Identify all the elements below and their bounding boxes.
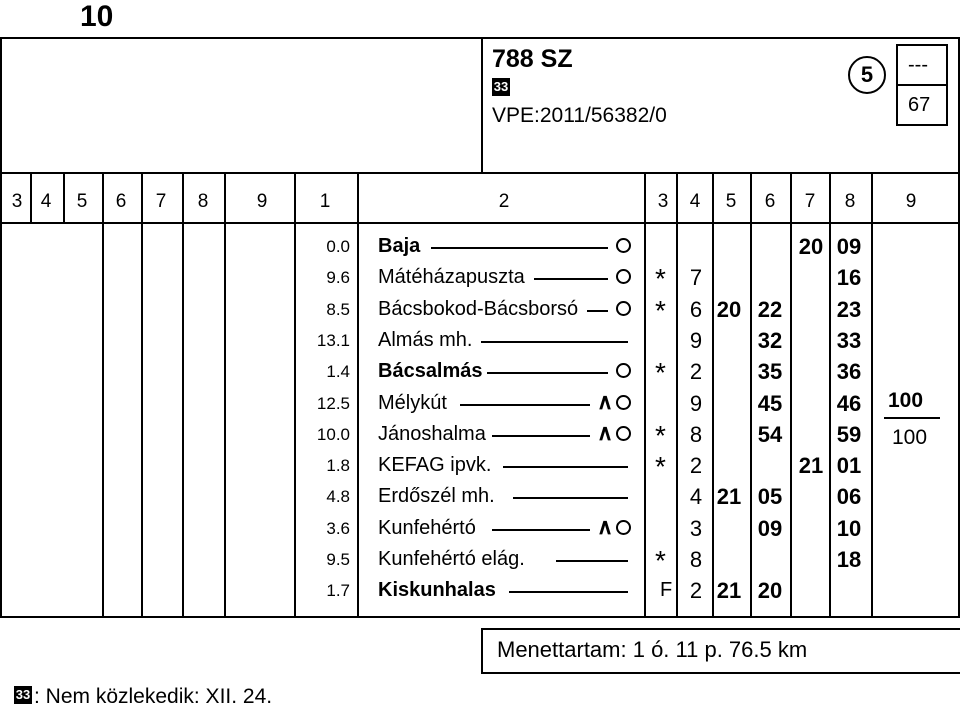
stop-circle-icon	[616, 238, 631, 253]
col-header-8a: 8	[197, 191, 209, 212]
col-header-9b: 9	[905, 191, 917, 212]
minutes-bold-cell: 06	[836, 484, 862, 510]
minutes-bold-cell: 16	[836, 265, 862, 291]
station-name: Bácsbokod-Bácsborsó	[378, 297, 579, 320]
asterisk-mark: *	[655, 357, 666, 389]
col-line	[63, 174, 65, 224]
minutes-bold-cell: 45	[757, 390, 783, 416]
info-box-top: ---	[908, 54, 928, 76]
leader-line	[460, 404, 590, 406]
minutes-bold-cell: 59	[836, 421, 862, 447]
timetable-row	[0, 387, 960, 418]
station-name: Erdőszél mh.	[378, 485, 495, 508]
stop-circle-icon	[616, 426, 631, 441]
station-name: Baja	[378, 235, 421, 257]
col-header-3a: 3	[11, 191, 23, 212]
asterisk-mark: *	[655, 451, 666, 483]
row-km: 13.1	[316, 330, 350, 350]
row-km: 9.6	[326, 268, 350, 288]
asterisk-mark: *	[655, 419, 666, 451]
minutes-bold-cell: 54	[757, 421, 783, 447]
note-mark-badge: 33	[493, 79, 509, 94]
leader-line	[534, 278, 608, 280]
hour-cell: 20	[716, 296, 742, 322]
timetable-row	[0, 449, 960, 483]
minutes-cell: 9	[689, 327, 703, 353]
row-km: 1.4	[326, 362, 350, 382]
row-km: 9.5	[326, 550, 350, 569]
col-header-9a: 9	[256, 191, 268, 212]
col-header-6b: 6	[764, 191, 776, 212]
leader-line	[513, 497, 628, 499]
minutes-bold-cell: 36	[836, 359, 862, 385]
train-number	[492, 47, 573, 72]
stop-circle-icon	[616, 301, 631, 316]
asterisk-mark: *	[655, 263, 666, 295]
minutes-cell: 7	[689, 265, 703, 291]
minutes-bold-cell: 23	[836, 296, 862, 322]
station-name: Almás mh.	[378, 328, 473, 351]
col-header-4b: 4	[689, 191, 701, 212]
asterisk-mark: *	[655, 545, 666, 576]
timetable-row	[0, 418, 960, 449]
row-km: 10.0	[316, 424, 350, 444]
row-km: 3.6	[326, 518, 350, 538]
minutes-bold-cell: 09	[757, 515, 783, 541]
minutes-bold-cell: 05	[757, 484, 783, 510]
speed-divider	[884, 417, 940, 419]
station-name: Kiskunhalas	[378, 579, 496, 602]
timetable-row	[0, 355, 960, 389]
row-km: 12.5	[316, 393, 350, 413]
row-km: 0.0	[326, 237, 350, 256]
vpe-number: VPE:2011/56382/0	[492, 104, 667, 127]
asterisk-mark: *	[655, 294, 666, 326]
stop-circle-icon	[616, 395, 631, 410]
minutes-cell: 2	[689, 453, 703, 479]
header-bottom-line	[0, 172, 960, 174]
minutes-cell: 2	[689, 578, 703, 604]
minutes-cell: 3	[689, 515, 703, 541]
timetable-row	[0, 574, 960, 605]
col-header-1: 1	[319, 191, 331, 212]
col-header-2: 2	[498, 191, 510, 212]
col-header-3b: 3	[657, 191, 669, 212]
col-header-7a: 7	[155, 191, 167, 212]
row-km: 1.8	[326, 456, 350, 476]
page-number: 10	[80, 0, 114, 33]
minutes-bold-cell: 18	[836, 547, 862, 572]
minutes-bold-cell: 33	[836, 327, 862, 353]
stop-circle-icon	[616, 269, 631, 284]
info-box-divider	[898, 84, 946, 86]
timetable-row	[0, 512, 960, 543]
train-number-value: 788	[492, 45, 534, 73]
timetable-row	[0, 324, 960, 355]
minutes-bold-cell: 20	[757, 578, 783, 604]
speed-top: 100	[888, 389, 924, 412]
footnote-text: : Nem közlekedik: XII. 24.	[34, 685, 273, 708]
caret-icon: ∧	[597, 513, 614, 539]
minutes-cell: 8	[689, 421, 703, 447]
row-km: 4.8	[326, 487, 350, 507]
row-km: 8.5	[326, 299, 350, 319]
minutes-cell: 4	[689, 484, 703, 510]
col-header-6a: 6	[115, 191, 127, 212]
minutes-cell: 2	[689, 359, 703, 385]
station-name: Jánoshalma	[378, 422, 486, 445]
leader-line	[492, 529, 590, 531]
station-name: Kunfehértó	[378, 516, 476, 539]
circled-number: 5	[848, 56, 886, 94]
header-box-left	[481, 37, 483, 173]
station-name: KEFAG ipvk.	[378, 454, 492, 477]
minutes-bold-cell: 35	[757, 359, 783, 385]
timetable-row	[0, 543, 960, 574]
leader-line	[481, 341, 628, 343]
minutes-bold-cell: 46	[836, 390, 862, 416]
col-line	[30, 174, 32, 224]
train-type: SZ	[540, 45, 573, 73]
col-header-4a: 4	[40, 191, 52, 212]
station-name: Bácsalmás	[378, 360, 483, 383]
leader-line	[587, 310, 608, 312]
minutes-bold-cell: 32	[757, 327, 783, 353]
col-header-5a: 5	[76, 191, 88, 212]
hour-cell: 20	[798, 234, 824, 259]
info-box	[896, 44, 948, 126]
caret-icon: ∧	[597, 419, 614, 445]
leader-line	[492, 435, 590, 437]
leader-line	[431, 247, 608, 249]
minutes-bold-cell: 01	[836, 453, 862, 479]
frame-top-line	[0, 37, 960, 39]
leader-line	[503, 466, 628, 468]
timetable-row	[0, 293, 960, 324]
f-mark: F	[660, 579, 673, 602]
leader-line	[556, 560, 628, 562]
station-name: Kunfehértó elág.	[378, 548, 525, 570]
minutes-bold-cell: 09	[836, 234, 862, 259]
col-header-5b: 5	[725, 191, 737, 212]
leader-line	[487, 372, 608, 374]
hour-cell: 21	[716, 578, 742, 604]
colhead-bottom-line	[0, 222, 960, 224]
minutes-cell: 9	[689, 390, 703, 416]
minutes-bold-cell: 10	[836, 515, 862, 541]
footnote-mark-badge: 33	[15, 687, 31, 702]
timetable-row	[0, 261, 960, 295]
timetable-row	[0, 230, 960, 261]
stop-circle-icon	[616, 363, 631, 378]
station-name: Mélykút	[378, 391, 447, 414]
minutes-cell: 6	[689, 296, 703, 322]
timetable-row	[0, 480, 960, 511]
station-name: Mátéházapuszta	[378, 266, 525, 289]
hour-cell: 21	[798, 453, 824, 479]
stop-circle-icon	[616, 520, 631, 535]
speed-bottom: 100	[892, 426, 928, 449]
minutes-bold-cell: 22	[757, 296, 783, 322]
journey-time-box	[481, 628, 960, 674]
row-km: 1.7	[326, 581, 350, 601]
col-header-8b: 8	[844, 191, 856, 212]
journey-time: Menettartam: 1 ó. 11 p. 76.5 km	[497, 637, 808, 662]
minutes-cell: 8	[689, 547, 703, 572]
hour-cell: 21	[716, 484, 742, 510]
body-bottom-line	[0, 616, 960, 618]
info-box-bottom: 67	[908, 94, 931, 116]
leader-line	[509, 591, 628, 593]
col-header-7b: 7	[804, 191, 816, 212]
caret-icon: ∧	[597, 388, 614, 414]
